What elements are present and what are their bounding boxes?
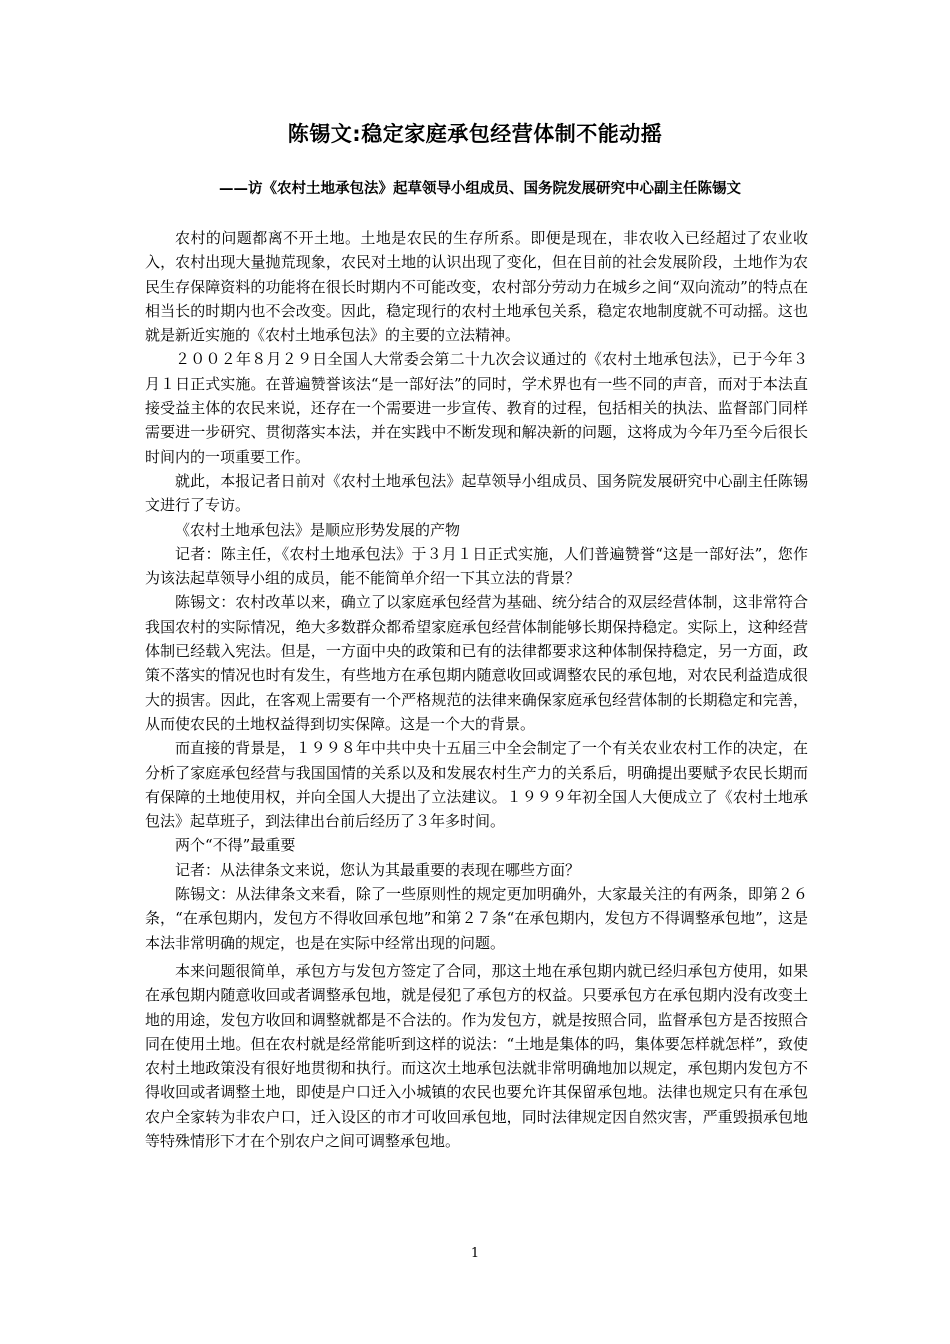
page-number: 1	[470, 1246, 480, 1261]
paragraph-interview-intro: 就此，本报记者日前对《农村土地承包法》起草领导小组成员、国务院发展研究中心副主任陈锡文进行了专访。	[145, 471, 808, 515]
section-heading-two-prohibitions: 两个“不得”最重要	[175, 836, 296, 855]
paragraph-law-background: ２００２年８月２９日全国人大常委会第二十九次会议通过的《农村土地承包法》，已于今年３月１日正式实施。在普遍赞誉该法“是一部好法”的同时，学术界也有一些不同的声音，而对于本法直接受益主体的农民来说，还存在一个需要进一步宣传、教育的过程，包括相关的执法、监督部门同样需要进一步研究、贯彻落实本法，并在实践中不断发现和解决新的问题，这将成为今年乃至今后很长时间内的一项重要工作。	[145, 350, 808, 466]
paragraph-intro: 农村的问题都离不开土地。土地是农民的生存所系。即便是现在，非农收入已经超过了农业收入，农村出现大量抛荒现象，农民对土地的认识出现了变化，但在目前的社会发展阶段，土地作为农民生存保障资料的功能将在很长时期内不可能改变，农村部分劳动力在城乡之间“双向流动”的特点在相当长的时期内也不会改变。因此，稳定现行的农村土地承包关系，稳定农地制度就不可动摇。这也就是新近实施的《农村土地承包法》的主要的立法精神。	[145, 229, 808, 345]
paragraph-answer-1-cont: 而直接的背景是，１９９８年中共中央十五届三中全会制定了一个有关农业农村工作的决定，在分析了家庭承包经营与我国国情的关系以及和发展农村生产力的关系后，明确提出要赋予农民长期而有保障的土地使用权，并向全国人大提出了立法建议。１９９９年初全国人大便成立了《农村土地承包法》起草班子，到法律出台前后经历了３年多时间。	[145, 739, 808, 831]
paragraph-answer-2: 陈锡文：从法律条文来看，除了一些原则性的规定更加明确外，大家最关注的有两条，即第２６条，“在承包期内，发包方不得收回承包地”和第２７条“在承包期内，发包方不得调整承包地”，这是本法非常明确的规定，也是在实际中经常出现的问题。	[145, 885, 808, 952]
document-title: 陈锡文:稳定家庭承包经营体制不能动摇	[287, 122, 663, 146]
paragraph-answer-1: 陈锡文：农村改革以来，确立了以家庭承包经营为基础、统分结合的双层经营体制，这非常符合我国农村的实际情况，绝大多数群众都希望家庭承包经营体制能够长期保持稳定。实际上，这种经营体制已经载入宪法。但是，一方面中央的政策和已有的法律都要求这种体制保持稳定，另一方面，政策不落实的情况也时有发生，有些地方在承包期内随意收回或调整农民的承包地，对农民利益造成很大的损害。因此，在客观上需要有一个严格规范的法律来确保家庭承包经营体制的长期稳定和完善，从而使农民的土地权益得到切实保障。这是一个大的背景。	[145, 593, 808, 733]
paragraph-question-2: 记者：从法律条文来说，您认为其最重要的表现在哪些方面？	[175, 860, 581, 879]
paragraph-question-1: 记者：陈主任，《农村土地承包法》于３月１日正式实施，人们普遍赞誉“这是一部好法”，您作为该法起草领导小组的成员，能不能简单介绍一下其立法的背景？	[145, 544, 808, 588]
document-subtitle: ——访《农村土地承包法》起草领导小组成员、国务院发展研究中心副主任陈锡文	[219, 181, 741, 197]
article-body	[145, 226, 808, 1153]
paragraph-answer-2-cont: 本来问题很简单，承包方与发包方签定了合同，那这土地在承包期内就已经归承包方使用，如果在承包期内随意收回或者调整承包地，就是侵犯了承包方的权益。只要承包方在承包期内没有改变土地的用途，发包方收回和调整就都是不合法的。作为发包方，就是按照合同，监督承包方是否按照合同在使用土地。但在农村就是经常能听到这样的说法：“土地是集体的吗，集体要怎样就怎样”，致使农村土地政策没有很好地贯彻和执行。而这次土地承包法就非常明确地加以规定，承包期内发包方不得收回或者调整土地，即使是户口迁入小城镇的农民也要允许其保留承包地。法律也规定只有在承包农户全家转为非农户口，迁入设区的市才可收回承包地，同时法律规定因自然灾害，严重毁损承包地等特殊情形下才在个别农户之间可调整承包地。	[145, 961, 808, 1150]
section-heading-law-origin: 《农村土地承包法》是顺应形势发展的产物	[175, 520, 461, 539]
